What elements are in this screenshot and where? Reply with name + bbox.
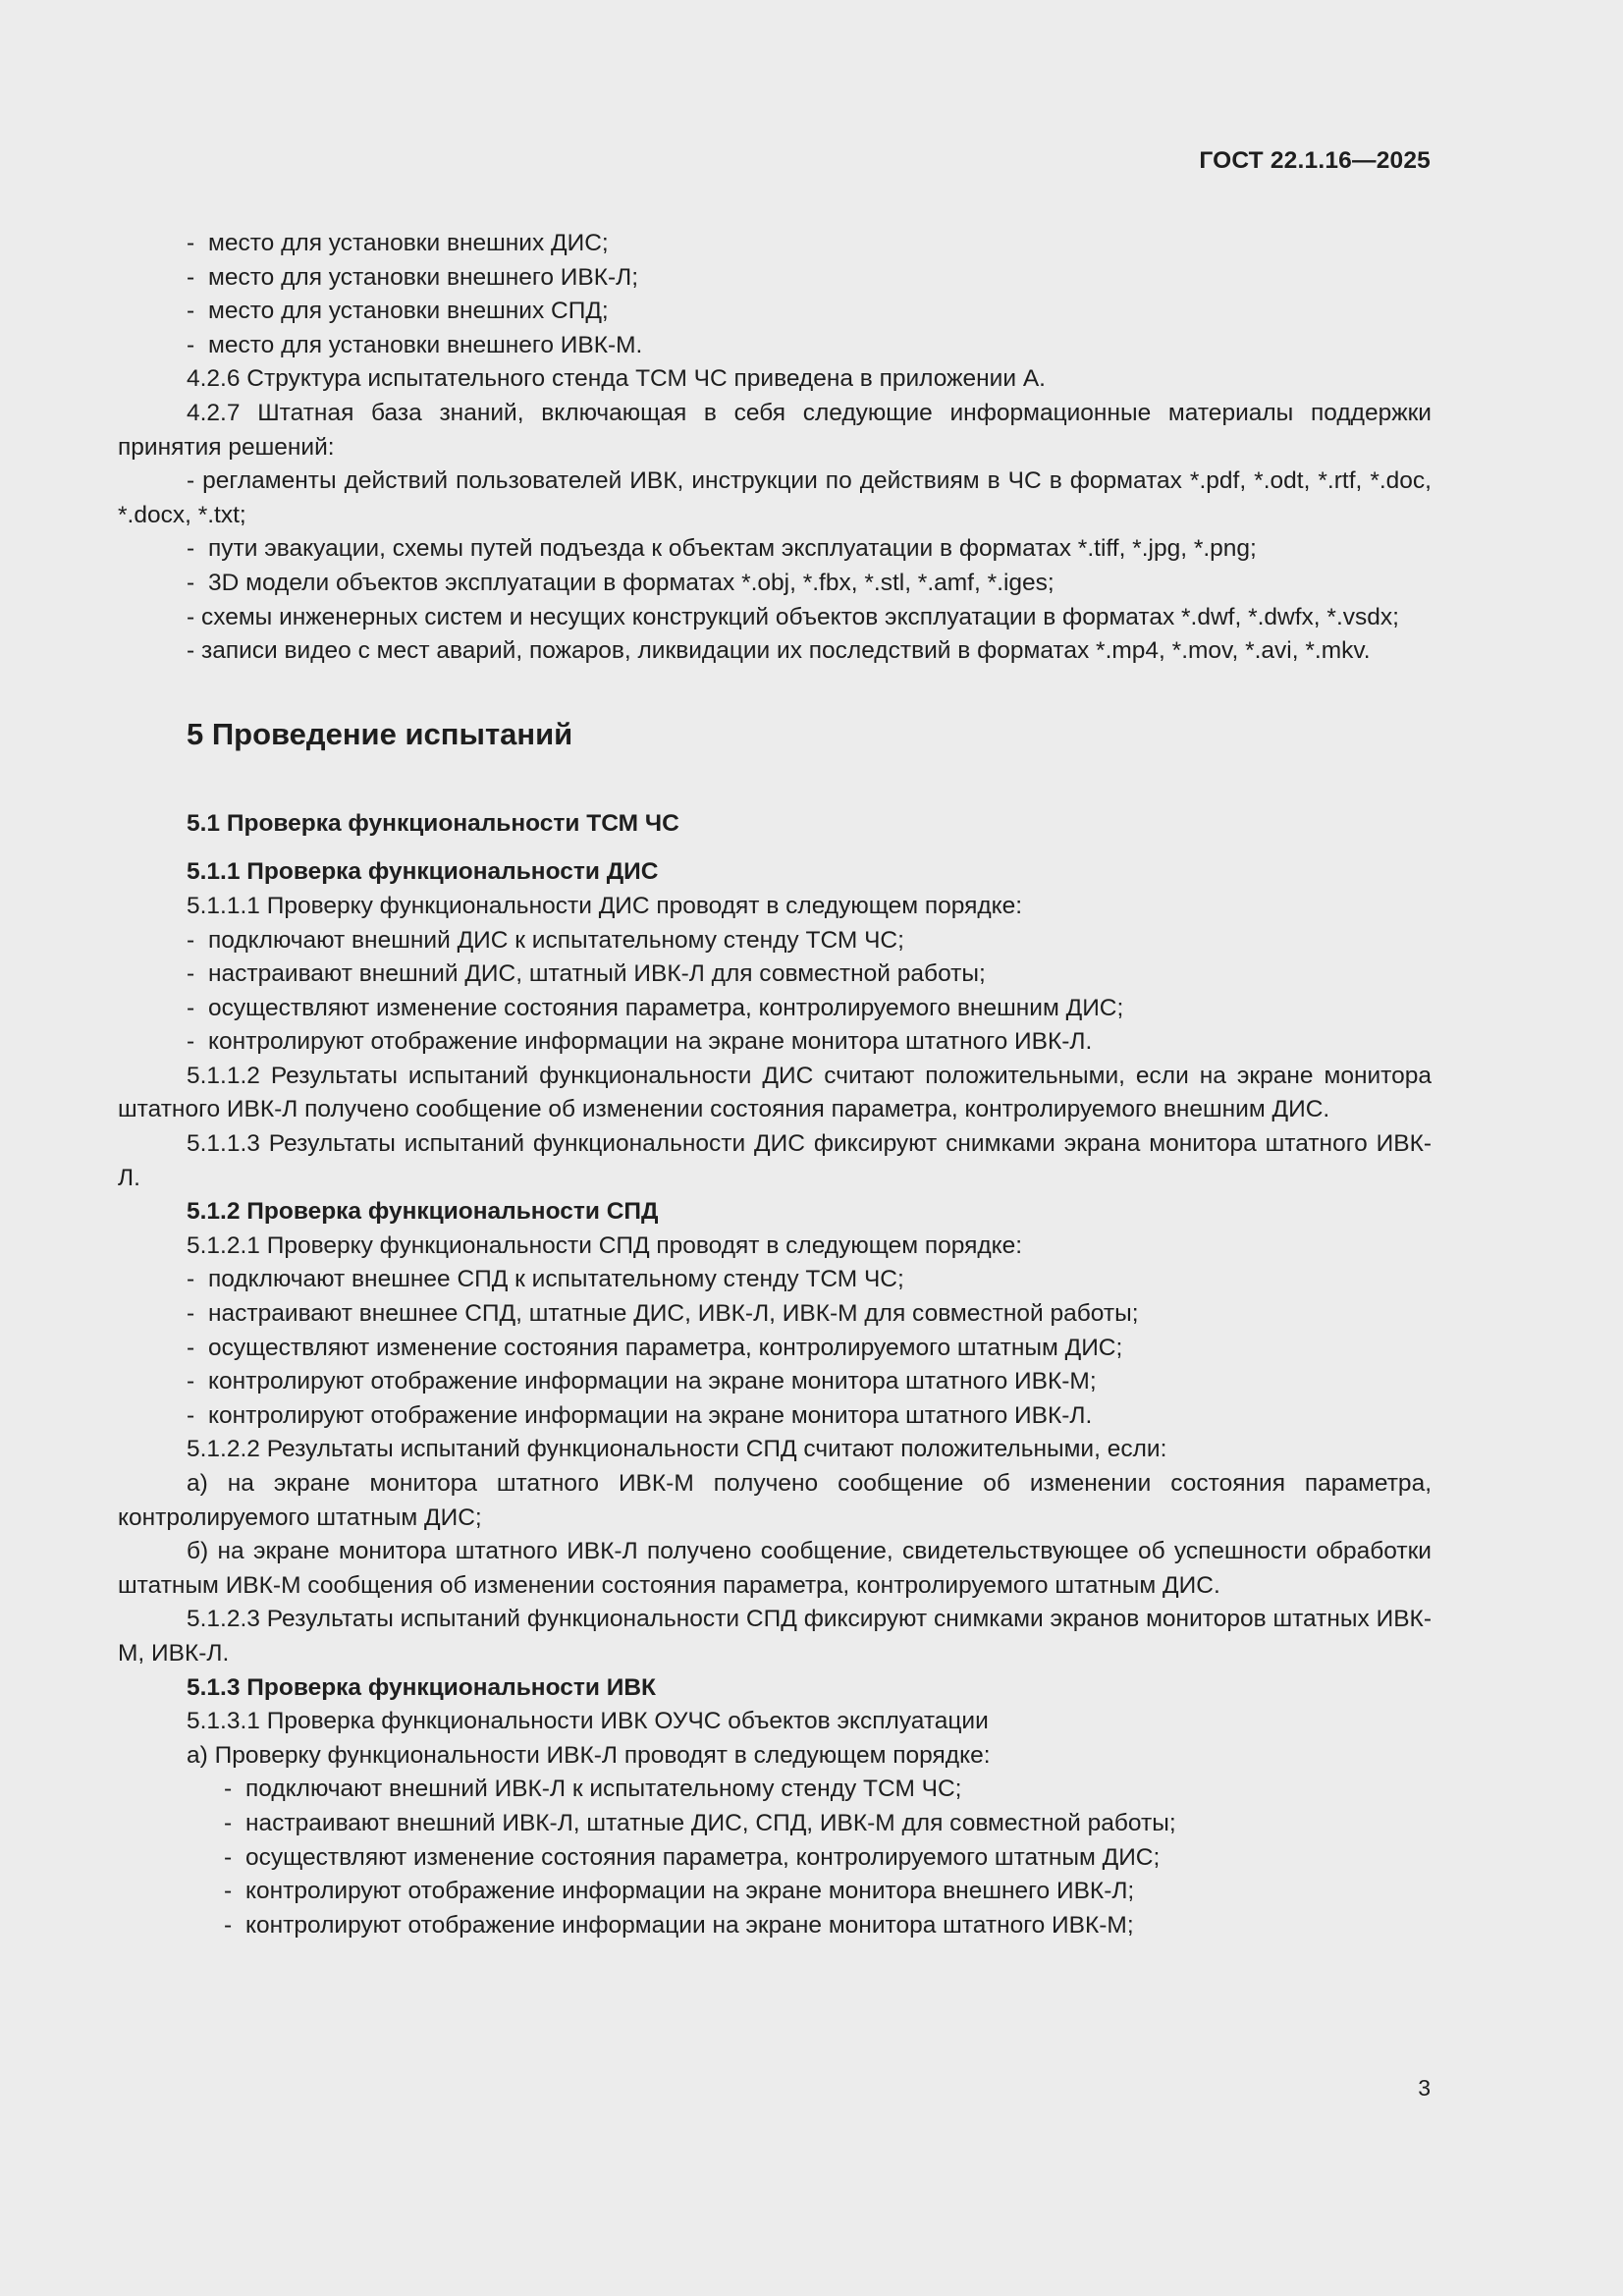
list-item: - подключают внешнее СПД к испытательному стенду ТСМ ЧС; xyxy=(118,1263,1432,1297)
paragraph-5-1-1-3: 5.1.1.3 Результаты испытаний функциональности ДИС фиксируют снимками экрана монитора штатного ИВК-Л. xyxy=(118,1130,1432,1191)
subsection-title: 5.1 Проверка функциональности ТСМ ЧС xyxy=(187,809,679,837)
list-item: - пути эвакуации, схемы путей подъезда к объектам эксплуатации в форматах *.tiff, *.jpg, *.png; xyxy=(118,532,1432,567)
document-body xyxy=(118,227,1432,1942)
paragraph-item-a: а) Проверку функциональности ИВК-Л проводят в следующем порядке: xyxy=(187,1741,991,1769)
list-item: - контролируют отображение информации на экране монитора штатного ИВК-М; xyxy=(118,1365,1432,1399)
list-item: - место для установки внешних СПД; xyxy=(118,295,1432,329)
subsubsection-title: 5.1.1 Проверка функциональности ДИС xyxy=(187,858,659,886)
paragraph-5-1-2-3: 5.1.2.3 Результаты испытаний функциональности СПД фиксируют снимками экранов мониторов штатных ИВК-М, ИВК-Л. xyxy=(118,1606,1432,1667)
list-item: - подключают внешний ДИС к испытательному стенду ТСМ ЧС; xyxy=(118,924,1432,958)
list-item: - настраивают внешний ДИС, штатный ИВК-Л для совместной работы; xyxy=(118,957,1432,992)
paragraph-5-1-3-1: 5.1.3.1 Проверка функциональности ИВК ОУЧС объектов эксплуатации xyxy=(187,1708,989,1735)
paragraph-item-b: б) на экране монитора штатного ИВК-Л получено сообщение, свидетельствующее об успешности обработки штатным ИВК-М сообщения об изменении состояния параметра, контролируемого штатным ДИС. xyxy=(118,1538,1432,1599)
list-item: - контролируют отображение информации на экране монитора штатного ИВК-М; xyxy=(118,1909,1432,1943)
list-item: - осуществляют изменение состояния параметра, контролируемого внешним ДИС; xyxy=(118,992,1432,1026)
paragraph-4-2-7: 4.2.7 Штатная база знаний, включающая в себя следующие информационные материалы поддержки принятия решений: xyxy=(118,399,1432,461)
list-item: - контролируют отображение информации на экране монитора штатного ИВК-Л. xyxy=(118,1025,1432,1060)
list-item: - место для установки внешнего ИВК-М. xyxy=(118,329,1432,363)
paragraph-5-1-1-2: 5.1.1.2 Результаты испытаний функциональности ДИС считают положительными, если на экране монитора штатного ИВК-Л получено сообщение об изменении состояния параметра, контролируемого внешним ДИС. xyxy=(118,1062,1432,1123)
list-item: - подключают внешний ИВК-Л к испытательному стенду ТСМ ЧС; xyxy=(118,1773,1432,1807)
subsubsection-title: 5.1.2 Проверка функциональности СПД xyxy=(187,1198,659,1226)
paragraph-4-2-6: 4.2.6 Структура испытательного стенда ТСМ ЧС приведена в приложении А. xyxy=(187,365,1046,393)
subsubsection-title: 5.1.3 Проверка функциональности ИВК xyxy=(187,1673,656,1701)
list-item: - место для установки внешнего ИВК-Л; xyxy=(118,261,1432,296)
list-item: - 3D модели объектов эксплуатации в форматах *.obj, *.fbx, *.stl, *.amf, *.iges; xyxy=(118,567,1432,601)
list-item: - регламенты действий пользователей ИВК, инструкции по действиям в ЧС в форматах *.pdf, *.odt, *.rtf, *.doc, *.docx, *.txt; xyxy=(118,467,1432,528)
list-item: - схемы инженерных систем и несущих конструкций объектов эксплуатации в форматах *.dwf, *.dwfx, *.vsdx; xyxy=(187,603,1399,630)
paragraph-5-1-2-1: 5.1.2.1 Проверку функциональности СПД проводят в следующем порядке: xyxy=(187,1231,1023,1259)
list-item: - место для установки внешних ДИС; xyxy=(118,227,1432,261)
page-number: 3 xyxy=(1418,2075,1431,2101)
list-item: - настраивают внешний ИВК-Л, штатные ДИС, СПД, ИВК-М для совместной работы; xyxy=(118,1807,1432,1841)
paragraph-5-1-1-1: 5.1.1.1 Проверку функциональности ДИС проводят в следующем порядке: xyxy=(187,892,1023,919)
section-title: 5 Проведение испытаний xyxy=(187,716,573,751)
list-item: - контролируют отображение информации на экране монитора штатного ИВК-Л. xyxy=(118,1399,1432,1434)
paragraph-5-1-2-2: 5.1.2.2 Результаты испытаний функциональности СПД считают положительными, если: xyxy=(187,1436,1167,1463)
paragraph-item-a: а) на экране монитора штатного ИВК-М получено сообщение об изменении состояния параметра, контролируемого штатным ДИС; xyxy=(118,1470,1432,1531)
list-item: - осуществляют изменение состояния параметра, контролируемого штатным ДИС; xyxy=(118,1332,1432,1366)
list-item: - записи видео с мест аварий, пожаров, ликвидации их последствий в форматах *.mp4, *.mov, *.avi, *.mkv. xyxy=(187,637,1371,665)
list-item: - настраивают внешнее СПД, штатные ДИС, ИВК-Л, ИВК-М для совместной работы; xyxy=(118,1297,1432,1332)
list-item: - осуществляют изменение состояния параметра, контролируемого штатным ДИС; xyxy=(118,1841,1432,1876)
document-header: ГОСТ 22.1.16—2025 xyxy=(1199,147,1431,174)
list-item: - контролируют отображение информации на экране монитора внешнего ИВК-Л; xyxy=(118,1875,1432,1909)
